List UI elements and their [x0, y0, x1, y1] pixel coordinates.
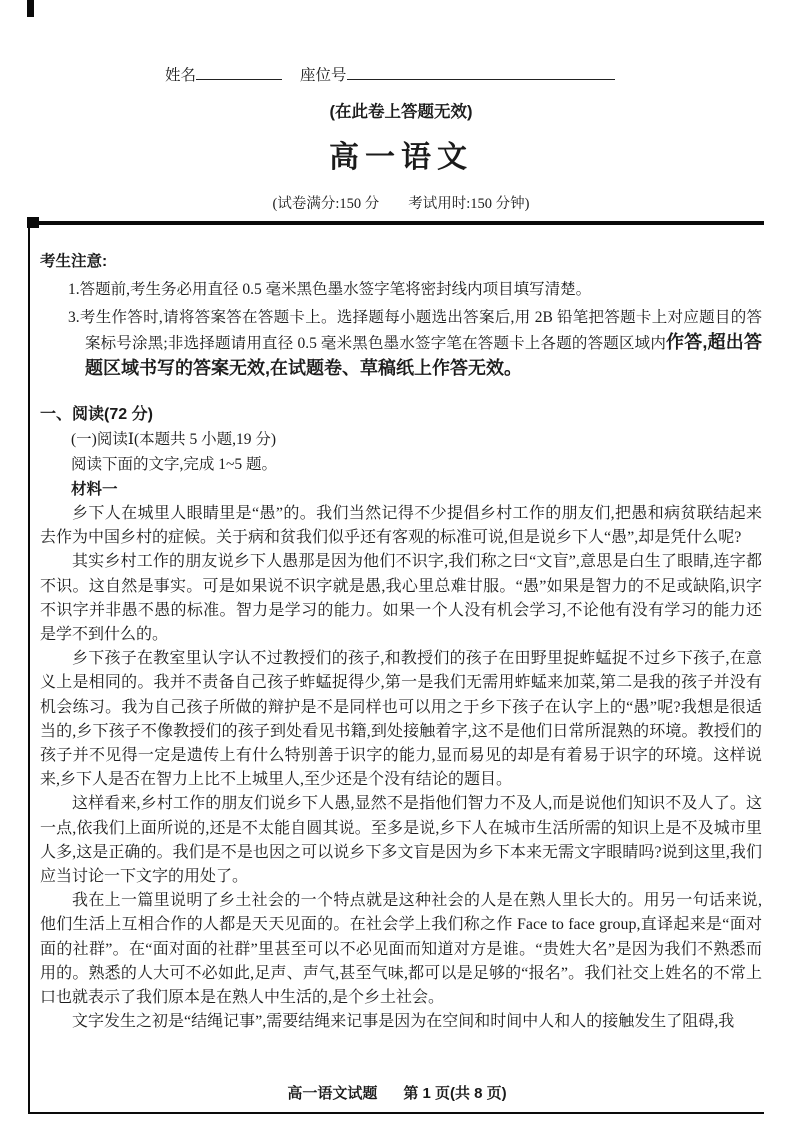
footer-exam-name: 高一语文试题 [287, 1085, 378, 1102]
material-paragraph: 乡下孩子在教室里认字认不过教授们的孩子,和教授们的孩子在田野里捉蚱蜢捉不过乡下孩子,在意义上是相同的。我并不责备自己孩子蚱蜢捉得少,第一是我们无需用蚱蜢来加菜,第二是我的孩子并没有机会练习。我为自己孩子所做的辩护是不是同样也可以用之于乡下孩子在认字上的“愚”呢?我想是很适当的,乡下孩子不像教授们的孩子到处看见书籍,到处接触着字,这不是他们日常所混熟的环境。教授们的孩子并不见得一定是遗传上有什么特别善于识字的能力,显而易见的却是有着易于识字的环境。这样说来,乡下人是否在智力上比不上城里人,至少还是个没有结论的题目。 [40, 650, 762, 789]
material-paragraph: 文字发生之初是“结绳记事”,需要结绳来记事是因为在空间和时间中人和人的接触发生了阻碍,我 [72, 1013, 735, 1031]
notice-item-3-text: 3.考生作答时,请将答案答在答题卡上。选择题每小题选出答案后,用 2B 铅笔把答题卡上对应题目的答案标号涂黑;非选择题请用直径 0.5 毫米黑色墨水签字笔在答题卡上各题的答题区域内 [68, 309, 762, 352]
page-header [40, 0, 762, 213]
reading-section [40, 402, 762, 1034]
notice-item-1: 1.答题前,考生务必用直径 0.5 毫米黑色墨水签字笔将密封线内项目填写清楚。 [68, 281, 592, 298]
notice-item-3 [68, 305, 762, 382]
notice-heading: 考生注意: [40, 253, 108, 270]
invalid-notice: (在此卷上答题无效) [329, 103, 473, 121]
subsection-title: (一)阅读Ⅰ(本题共 5 小题,19 分) [71, 431, 277, 448]
reading-instruction: 阅读下面的文字,完成 1~5 题。 [71, 456, 278, 473]
material-paragraph: 我在上一篇里说明了乡土社会的一个特点就是这种社会的人是在熟人里长大的。用另一句话来说,他们生活上互相合作的人都是天天见面的。在社会学上我们称之作 Face to face group,直译起来是“面对面的社群”。在“面对面的社群”里甚至可以不必见面而知道对方是谁。“贵姓大名”是因为我们不熟悉而用的。熟悉的人大可不必如此,足声、声气,甚至气味,都可以是足够的“报名”。我们社交上姓名的不常上口也就表示了我们原本是在熟人中生活的,是个乡土社会。 [40, 892, 762, 1007]
material-paragraph: 其实乡村工作的朋友说乡下人愚那是因为他们不识字,我们称之曰“文盲”,意思是白生了眼睛,连字都不识。这自然是事实。可是如果说不识字就是愚,我心里总难甘服。“愚”如果是智力的不足或缺陷,识字不识字并非愚不愚的标准。智力是学习的能力。如果一个人没有机会学习,不论他有没有学习的能力还是学不到什么的。 [40, 553, 762, 644]
page-footer [0, 1082, 794, 1103]
section-title: 一、阅读(72 分) [40, 406, 153, 423]
header-divider-rule [30, 221, 764, 225]
seat-blank-line [347, 66, 615, 80]
seat-label: 座位号 [300, 67, 347, 84]
crop-mark [27, 0, 34, 17]
material-paragraph: 这样看来,乡村工作的朋友们说乡下人愚,显然不是指他们智力不及人,而是说他们知识不及人了。这一点,依我们上面所说的,还是不太能自圆其说。至多是说,乡下人在城市生活所需的知识上是不及城市里人多,这是正确的。我们是不是也因之可以说乡下多文盲是因为乡下本来无需文字眼睛吗?说到这里,我们应当讨论一下文字的用处了。 [40, 795, 762, 886]
name-seat-row [165, 66, 762, 86]
bottom-border-rule [28, 1112, 764, 1114]
material-label: 材料一 [71, 481, 118, 498]
notice-item-3-bold-text: 作答,超出答题区域书写的答案无效,在试题卷、草稿纸上作答无效。 [85, 332, 762, 378]
name-label: 姓名 [165, 67, 197, 84]
name-blank-line [196, 66, 282, 80]
exam-title: 高一语文 [329, 141, 473, 174]
candidate-notice-section [40, 249, 762, 382]
footer-page-number: 第 1 页(共 8 页) [403, 1085, 507, 1102]
exam-info-line: (试卷满分:150 分 考试用时:150 分钟) [272, 196, 530, 212]
material-paragraph: 乡下人在城里人眼睛里是“愚”的。我们当然记得不少提倡乡村工作的朋友们,把愚和病贫联结起来去作为中国乡村的症候。关于病和贫我们似乎还有客观的标准可说,但是说乡下人“愚”,却是凭什么呢? [40, 505, 762, 547]
left-border-rule [28, 221, 30, 1114]
